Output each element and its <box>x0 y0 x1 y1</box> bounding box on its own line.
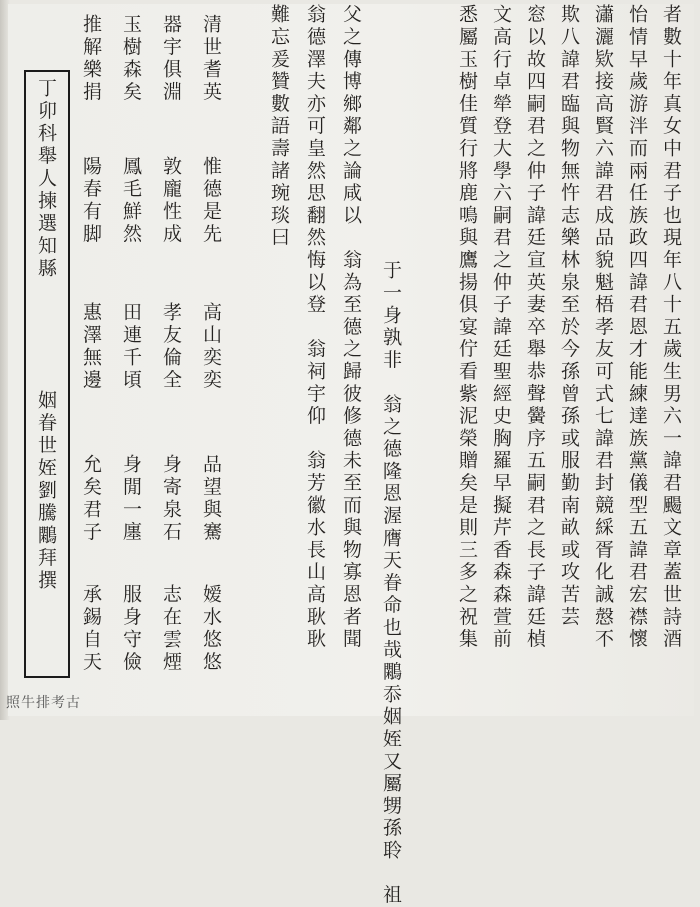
watermark: 照牛排考古 <box>6 695 81 711</box>
verse-line: 田連千頃 <box>120 302 142 392</box>
author-title: 丁卯科舉人揀選知縣 <box>35 78 57 281</box>
verse-line: 惟德是先 <box>200 156 222 246</box>
verse-line: 身寄泉石 <box>160 454 182 544</box>
verse-line: 允矣君子 <box>80 454 102 544</box>
prose-column-5: 窓以故四嗣君之仲子諱廷宣英妻卒舉恭聲黌序五嗣君之長子諱廷楨 <box>524 4 546 651</box>
verse-line: 器宇俱淵 <box>160 14 182 104</box>
verse-line: 品望與騫 <box>200 454 222 544</box>
document-page <box>8 4 694 907</box>
verse-line: 陽春有脚 <box>80 156 102 246</box>
verse-line: 志在雲煙 <box>160 584 182 674</box>
prose-column-3: 瀟灑欵接高賢六諱君成品貌魁梧孝友可式七諱君封競綵胥化誠慤不 <box>592 4 614 651</box>
prose-column-7: 悉屬玉樹佳質行將鹿鳴與鷹揚俱宴佇看紫泥榮贈矣是則三多之祝集 <box>456 4 478 651</box>
author-signature: 姻眷世姪劉騰鷴拜撰 <box>35 390 57 593</box>
verse-line: 身閒一廛 <box>120 454 142 544</box>
prose-column-10: 翁德澤夫亦可皇然思翻然悔以登 翁祠宇仰 翁芳徽水長山高耿耿 <box>304 4 326 651</box>
verse-line: 承錫自天 <box>80 584 102 674</box>
verse-line: 孝友倫全 <box>160 302 182 392</box>
author-box <box>24 70 70 678</box>
verse-line: 敦龐性成 <box>160 156 182 246</box>
prose-column-4: 欺八諱君臨與物無忤志樂林泉至於今孫曾孫或服勤南畝或攻苦芸 <box>558 4 580 629</box>
verse-line: 惠澤無邊 <box>80 302 102 392</box>
verse-line: 嫒水悠悠 <box>200 584 222 674</box>
verse-line: 鳳毛鮮然 <box>120 156 142 246</box>
prose-column-9: 父之傳博鄉鄰之論咸以 翁為至德之歸彼修德未至而與物寡恩者聞 <box>340 4 362 651</box>
prose-column-11: 難忘爰贊數語壽諸琬琰曰 <box>268 4 290 250</box>
prose-column-6: 文高行卓犖登大學六嗣君之仲子諱廷聖經史胸羅早擬芹香森森萱前 <box>490 4 512 651</box>
verse-line: 高山奕奕 <box>200 302 222 392</box>
verse-line: 推解樂捐 <box>80 14 102 104</box>
verse-line: 清世耆英 <box>200 14 222 104</box>
prose-column-2: 怡情早歲游泮而兩任族政四諱君恩才能練達族黨儀型五諱君宏襟懷 <box>626 4 648 651</box>
verse-line: 服身守儉 <box>120 584 142 674</box>
verse-line: 玉樹森矣 <box>120 14 142 104</box>
prose-column-1: 者數十年真女中君子也現年八十五歲生男六一諱君颺文章蓋世詩酒 <box>660 4 682 651</box>
prose-column-8: 于一身孰非 翁之德隆恩渥膺天眷命也哉鷴忝姻姪又屬甥孫聆 祖 <box>380 260 402 907</box>
